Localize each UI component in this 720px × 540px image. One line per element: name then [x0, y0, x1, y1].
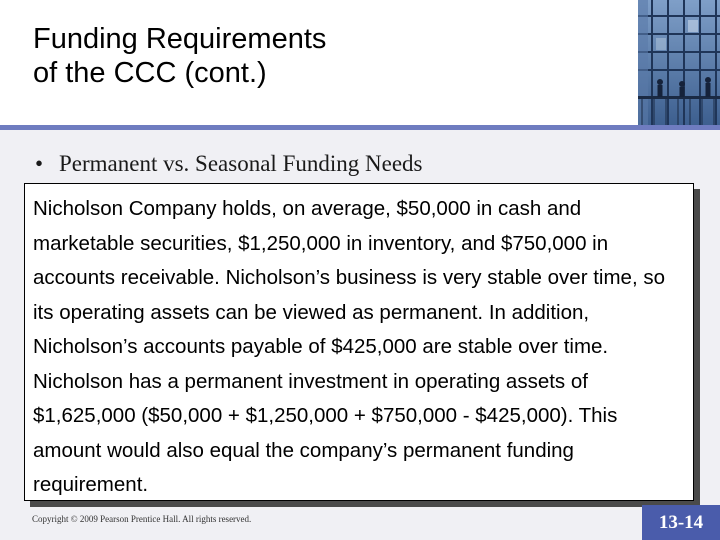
office-building-photo [638, 0, 720, 125]
bullet-symbol: • [35, 151, 44, 176]
slide-title [33, 22, 593, 90]
page-number-badge: 13-14 [642, 505, 720, 540]
bullet-item [35, 150, 675, 178]
copyright-notice: Copyright © 2009 Pearson Prentice Hall. All rights reserved. [32, 514, 252, 524]
bullet-text: Permanent vs. Seasonal Funding Needs [59, 151, 423, 176]
example-paragraph: Nicholson Company holds, on average, $50,000 in cash and marketable securities, $1,250,000 in inventory, and $750,000 in accounts receivable. Nicholson’s business is very stable over time, so its operating assets can be viewed as permanent. In addition, Nicholson’s accounts payable of $425,000 are stable over time. Nicholson has a permanent investment in operating assets of $1,625,000 ($50,000 + $1,250,000 + $750,000 - $425,000). This amount would also equal the company’s permanent funding requirement. [33, 197, 665, 496]
title-line-1: Funding Requirements [33, 23, 327, 55]
title-area [0, 0, 720, 125]
example-text-box [24, 183, 694, 501]
title-line-2: of the CCC (cont.) [33, 57, 267, 89]
